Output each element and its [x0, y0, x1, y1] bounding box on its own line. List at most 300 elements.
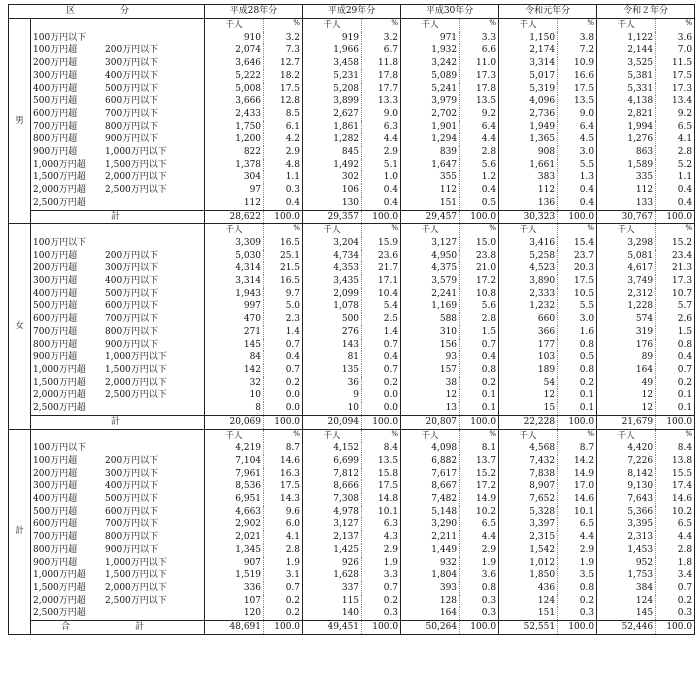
- percent-cell: 23.8: [460, 250, 499, 263]
- count-cell: 2,821: [597, 108, 656, 121]
- bracket-upper: 1,000万円以下: [105, 352, 167, 363]
- bracket-upper: 2,000万円以下: [105, 377, 167, 388]
- percent-cell: 3.2: [264, 32, 303, 45]
- percent-cell: 6.5: [460, 518, 499, 531]
- total-percent-cell: 100.0: [264, 210, 303, 224]
- percent-cell: 5.6: [460, 159, 499, 172]
- count-cell: 4,098: [401, 442, 460, 455]
- percent-cell: 3.5: [558, 569, 597, 582]
- count-cell: 177: [499, 339, 558, 352]
- percent-cell: 4.5: [558, 133, 597, 146]
- count-cell: 574: [597, 313, 656, 326]
- percent-cell: 0.7: [264, 339, 303, 352]
- bracket-lower: 1,500万円超: [33, 582, 86, 593]
- unit-percent-label: %: [362, 224, 401, 237]
- percent-cell: 13.5: [558, 95, 597, 108]
- income-bracket-label: [31, 389, 205, 402]
- income-bracket-label: [31, 262, 205, 275]
- unit-percent-label: %: [264, 19, 303, 32]
- percent-cell: 0.7: [460, 339, 499, 352]
- percent-cell: 10.7: [656, 288, 695, 301]
- bracket-lower: 300万円超: [33, 481, 78, 492]
- percent-cell: 5.4: [362, 300, 401, 313]
- bracket-lower: 600万円超: [33, 519, 78, 530]
- bracket-lower: 400万円超: [33, 494, 78, 505]
- count-cell: 2,313: [597, 531, 656, 544]
- total-percent-cell: 100.0: [460, 415, 499, 429]
- count-cell: 4,375: [401, 262, 460, 275]
- count-cell: 384: [597, 582, 656, 595]
- total-percent-cell: 100.0: [362, 621, 401, 635]
- percent-cell: 8.5: [264, 108, 303, 121]
- income-bracket-label: [31, 595, 205, 608]
- table-row: [9, 455, 695, 468]
- bracket-upper: 800万円以下: [105, 121, 159, 132]
- table-row: [9, 351, 695, 364]
- bracket-upper: 1,500万円以下: [105, 159, 167, 170]
- count-cell: 3,314: [205, 275, 264, 288]
- percent-cell: 21.7: [362, 262, 401, 275]
- table-row: [9, 146, 695, 159]
- count-cell: 12: [597, 389, 656, 402]
- count-cell: 164: [401, 607, 460, 620]
- percent-cell: 4.8: [264, 159, 303, 172]
- bracket-lower: 100万円以下: [33, 443, 87, 454]
- count-cell: 845: [303, 146, 362, 159]
- count-cell: 304: [205, 171, 264, 184]
- percent-cell: 6.0: [264, 518, 303, 531]
- income-bracket-label: [31, 288, 205, 301]
- bracket-lower: 200万円超: [33, 58, 78, 69]
- unit-count-label: 千人: [499, 224, 558, 237]
- percent-cell: 14.9: [558, 468, 597, 481]
- total-count-cell: 28,622: [205, 210, 264, 224]
- bracket-upper: 1,500万円以下: [105, 570, 167, 581]
- percent-cell: 16.5: [264, 275, 303, 288]
- count-cell: 2,137: [303, 531, 362, 544]
- total-percent-cell: 100.0: [656, 415, 695, 429]
- percent-cell: 14.2: [558, 455, 597, 468]
- bracket-lower: 500万円超: [33, 301, 78, 312]
- count-cell: 3,979: [401, 95, 460, 108]
- percent-cell: 17.5: [558, 83, 597, 96]
- count-cell: 5,222: [205, 70, 264, 83]
- count-cell: 3,525: [597, 57, 656, 70]
- percent-cell: 2.9: [558, 544, 597, 557]
- count-cell: 6,699: [303, 455, 362, 468]
- percent-cell: 0.3: [656, 607, 695, 620]
- count-cell: 7,308: [303, 493, 362, 506]
- percent-cell: 2.8: [460, 146, 499, 159]
- count-cell: 10: [205, 389, 264, 402]
- count-cell: 5,081: [597, 250, 656, 263]
- percent-cell: 0.4: [264, 197, 303, 210]
- bracket-lower: 2,500万円超: [33, 197, 86, 208]
- table-row: [9, 493, 695, 506]
- percent-cell: 1.6: [558, 326, 597, 339]
- percent-cell: 0.1: [558, 389, 597, 402]
- count-cell: 3,314: [499, 57, 558, 70]
- income-bracket-label: [31, 184, 205, 197]
- percent-cell: 13.7: [460, 455, 499, 468]
- count-cell: 7,961: [205, 468, 264, 481]
- percent-cell: 0.4: [558, 184, 597, 197]
- count-cell: 366: [499, 326, 558, 339]
- count-cell: 143: [303, 339, 362, 352]
- bracket-lower: 400万円超: [33, 83, 78, 94]
- percent-cell: 15.5: [656, 468, 695, 481]
- unit-percent-label: %: [460, 224, 499, 237]
- unit-count-label: 千人: [303, 19, 362, 32]
- percent-cell: 10.2: [460, 506, 499, 519]
- income-bracket-label: [31, 493, 205, 506]
- percent-cell: 8.7: [558, 442, 597, 455]
- count-cell: 1,078: [303, 300, 362, 313]
- year-header: 令和２年分: [597, 5, 695, 19]
- percent-cell: 15.0: [460, 237, 499, 250]
- header-row: [9, 5, 695, 19]
- count-cell: 7,838: [499, 468, 558, 481]
- count-cell: 1,425: [303, 544, 362, 557]
- percent-cell: 0.0: [264, 402, 303, 415]
- count-cell: 4,734: [303, 250, 362, 263]
- bracket-lower: 500万円超: [33, 506, 78, 517]
- percent-cell: 0.4: [460, 184, 499, 197]
- table-row: [9, 506, 695, 519]
- count-cell: 3,127: [303, 518, 362, 531]
- bracket-upper: 2,000万円以下: [105, 172, 167, 183]
- count-cell: 2,211: [401, 531, 460, 544]
- table-row: [9, 32, 695, 45]
- percent-cell: 1.4: [264, 326, 303, 339]
- count-cell: 5,231: [303, 70, 362, 83]
- table-row: [9, 480, 695, 493]
- bracket-upper: 600万円以下: [105, 96, 159, 107]
- count-cell: 4,950: [401, 250, 460, 263]
- percent-cell: 16.6: [558, 70, 597, 83]
- percent-cell: 0.1: [460, 389, 499, 402]
- total-count-cell: 22,228: [499, 415, 558, 429]
- count-cell: 1,276: [597, 133, 656, 146]
- income-bracket-label: [31, 108, 205, 121]
- percent-cell: 15.2: [656, 237, 695, 250]
- percent-cell: 1.9: [460, 557, 499, 570]
- count-cell: 4,568: [499, 442, 558, 455]
- count-cell: 157: [401, 364, 460, 377]
- count-cell: 1,200: [205, 133, 264, 146]
- bracket-lower: 500万円超: [33, 96, 78, 107]
- table-row: [9, 108, 695, 121]
- percent-cell: 1.0: [362, 171, 401, 184]
- total-percent-cell: 100.0: [558, 415, 597, 429]
- bracket-upper: 900万円以下: [105, 339, 159, 350]
- percent-cell: 6.3: [362, 121, 401, 134]
- count-cell: 142: [205, 364, 264, 377]
- percent-cell: 2.9: [264, 146, 303, 159]
- percent-cell: 13.3: [362, 95, 401, 108]
- percent-cell: 10.2: [656, 506, 695, 519]
- percent-cell: 6.5: [558, 518, 597, 531]
- percent-cell: 0.3: [264, 184, 303, 197]
- count-cell: 1,449: [401, 544, 460, 557]
- total-row: [9, 621, 695, 635]
- unit-count-label: 千人: [401, 19, 460, 32]
- count-cell: 164: [597, 364, 656, 377]
- bracket-upper: 900万円以下: [105, 544, 159, 555]
- percent-cell: 0.2: [460, 377, 499, 390]
- percent-cell: 9.2: [656, 108, 695, 121]
- table-row: [9, 184, 695, 197]
- bracket-lower: 800万円超: [33, 339, 78, 350]
- percent-cell: 14.3: [264, 493, 303, 506]
- count-cell: 112: [597, 184, 656, 197]
- percent-cell: 4.4: [362, 133, 401, 146]
- table-row: [9, 402, 695, 415]
- count-cell: 4,314: [205, 262, 264, 275]
- income-bracket-label: [31, 171, 205, 184]
- total-count-cell: 20,094: [303, 415, 362, 429]
- percent-cell: 1.9: [362, 557, 401, 570]
- percent-cell: 15.2: [460, 468, 499, 481]
- bracket-upper: 600万円以下: [105, 301, 159, 312]
- percent-cell: 14.6: [558, 493, 597, 506]
- unit-percent-label: %: [558, 429, 597, 442]
- total-count-cell: 30,323: [499, 210, 558, 224]
- total-percent-cell: 100.0: [362, 210, 401, 224]
- percent-cell: 18.2: [264, 70, 303, 83]
- count-cell: 2,627: [303, 108, 362, 121]
- count-cell: 3,290: [401, 518, 460, 531]
- count-cell: 81: [303, 351, 362, 364]
- percent-cell: 21.5: [264, 262, 303, 275]
- percent-cell: 0.7: [656, 582, 695, 595]
- percent-cell: 4.2: [264, 133, 303, 146]
- count-cell: 276: [303, 326, 362, 339]
- count-cell: 1,949: [499, 121, 558, 134]
- count-cell: 7,617: [401, 468, 460, 481]
- income-bracket-label: [31, 455, 205, 468]
- table-row: [9, 364, 695, 377]
- income-distribution-table: [8, 4, 695, 635]
- percent-cell: 0.4: [362, 351, 401, 364]
- table-row: [9, 557, 695, 570]
- unit-row: [9, 19, 695, 32]
- count-cell: 1,542: [499, 544, 558, 557]
- count-cell: 337: [303, 582, 362, 595]
- bracket-lower: 900万円超: [33, 557, 78, 568]
- count-cell: 1,994: [597, 121, 656, 134]
- count-cell: 910: [205, 32, 264, 45]
- percent-cell: 9.6: [264, 506, 303, 519]
- count-cell: 9,130: [597, 480, 656, 493]
- count-cell: 1,282: [303, 133, 362, 146]
- count-cell: 115: [303, 595, 362, 608]
- count-cell: 151: [401, 197, 460, 210]
- count-cell: 319: [597, 326, 656, 339]
- percent-cell: 0.7: [362, 582, 401, 595]
- count-cell: 1,661: [499, 159, 558, 172]
- count-cell: 112: [205, 197, 264, 210]
- table-row: [9, 389, 695, 402]
- bracket-upper: 1,000万円以下: [105, 557, 167, 568]
- unit-count-label: 千人: [205, 224, 264, 237]
- count-cell: 1,943: [205, 288, 264, 301]
- percent-cell: 2.5: [362, 313, 401, 326]
- percent-cell: 7.3: [264, 44, 303, 57]
- count-cell: 32: [205, 377, 264, 390]
- unit-count-label: 千人: [597, 429, 656, 442]
- percent-cell: 11.5: [656, 57, 695, 70]
- count-cell: 1,750: [205, 121, 264, 134]
- percent-cell: 0.1: [656, 389, 695, 402]
- unit-row-label-empty: [31, 224, 205, 237]
- count-cell: 822: [205, 146, 264, 159]
- percent-cell: 0.3: [460, 595, 499, 608]
- count-cell: 1,519: [205, 569, 264, 582]
- bracket-upper: 500万円以下: [105, 494, 159, 505]
- bracket-upper: 300万円以下: [105, 468, 159, 479]
- percent-cell: 3.6: [460, 569, 499, 582]
- table-row: [9, 197, 695, 210]
- count-cell: 1,453: [597, 544, 656, 557]
- percent-cell: 17.5: [362, 480, 401, 493]
- total-percent-cell: 100.0: [362, 415, 401, 429]
- table-row: [9, 582, 695, 595]
- unit-count-label: 千人: [499, 429, 558, 442]
- count-cell: 660: [499, 313, 558, 326]
- year-header: 令和元年分: [499, 5, 597, 19]
- percent-cell: 5.7: [656, 300, 695, 313]
- count-cell: 133: [597, 197, 656, 210]
- percent-cell: 0.4: [656, 184, 695, 197]
- percent-cell: 17.3: [656, 83, 695, 96]
- income-bracket-label: [31, 83, 205, 96]
- count-cell: 2,702: [401, 108, 460, 121]
- percent-cell: 11.8: [362, 57, 401, 70]
- percent-cell: 1.4: [362, 326, 401, 339]
- bracket-lower: 1,000万円超: [33, 159, 86, 170]
- percent-cell: 3.1: [264, 569, 303, 582]
- count-cell: 7,812: [303, 468, 362, 481]
- count-cell: 1,647: [401, 159, 460, 172]
- count-cell: 3,749: [597, 275, 656, 288]
- count-cell: 4,523: [499, 262, 558, 275]
- percent-cell: 3.3: [362, 569, 401, 582]
- count-cell: 952: [597, 557, 656, 570]
- count-cell: 2,241: [401, 288, 460, 301]
- count-cell: 10: [303, 402, 362, 415]
- percent-cell: 17.3: [656, 275, 695, 288]
- count-cell: 5,017: [499, 70, 558, 83]
- count-cell: 1,753: [597, 569, 656, 582]
- group-label: 女: [9, 224, 31, 429]
- unit-count-label: 千人: [303, 224, 362, 237]
- total-count-cell: 21,679: [597, 415, 656, 429]
- percent-cell: 21.3: [656, 262, 695, 275]
- bracket-lower: 200万円超: [33, 263, 78, 274]
- percent-cell: 13.5: [362, 455, 401, 468]
- income-bracket-label: [31, 468, 205, 481]
- total-percent-cell: 100.0: [656, 210, 695, 224]
- percent-cell: 0.3: [460, 607, 499, 620]
- year-header: 平成30年分: [401, 5, 499, 19]
- percent-cell: 0.1: [656, 402, 695, 415]
- bracket-lower: 100万円超: [33, 45, 78, 56]
- unit-percent-label: %: [656, 19, 695, 32]
- count-cell: 5,241: [401, 83, 460, 96]
- count-cell: 1,228: [597, 300, 656, 313]
- percent-cell: 1.1: [264, 171, 303, 184]
- count-cell: 12: [401, 389, 460, 402]
- percent-cell: 5.2: [656, 159, 695, 172]
- total-percent-cell: 100.0: [264, 415, 303, 429]
- percent-cell: 0.2: [362, 595, 401, 608]
- table-row: [9, 171, 695, 184]
- percent-cell: 8.7: [264, 442, 303, 455]
- count-cell: 9: [303, 389, 362, 402]
- count-cell: 336: [205, 582, 264, 595]
- percent-cell: 15.4: [558, 237, 597, 250]
- bracket-lower: 700万円超: [33, 121, 78, 132]
- income-bracket-label: [31, 582, 205, 595]
- count-cell: 5,381: [597, 70, 656, 83]
- count-cell: 8,667: [401, 480, 460, 493]
- table-row: [9, 83, 695, 96]
- income-bracket-label: [31, 339, 205, 352]
- percent-cell: 25.1: [264, 250, 303, 263]
- percent-cell: 7.0: [656, 44, 695, 57]
- year-header: 平成28年分: [205, 5, 303, 19]
- count-cell: 3,309: [205, 237, 264, 250]
- total-count-cell: 50,264: [401, 621, 460, 635]
- count-cell: 1,012: [499, 557, 558, 570]
- percent-cell: 13.5: [460, 95, 499, 108]
- count-cell: 15: [499, 402, 558, 415]
- percent-cell: 21.0: [460, 262, 499, 275]
- bracket-lower: 800万円超: [33, 544, 78, 555]
- count-cell: 93: [401, 351, 460, 364]
- count-cell: 145: [205, 339, 264, 352]
- percent-cell: 4.1: [264, 531, 303, 544]
- percent-cell: 23.7: [558, 250, 597, 263]
- count-cell: 3,397: [499, 518, 558, 531]
- count-cell: 128: [401, 595, 460, 608]
- percent-cell: 6.4: [558, 121, 597, 134]
- percent-cell: 10.4: [362, 288, 401, 301]
- bracket-lower: 2,000万円超: [33, 185, 86, 196]
- percent-cell: 0.8: [460, 364, 499, 377]
- count-cell: 107: [205, 595, 264, 608]
- count-cell: 1,932: [401, 44, 460, 57]
- count-cell: 335: [597, 171, 656, 184]
- unit-count-label: 千人: [597, 224, 656, 237]
- count-cell: 8,536: [205, 480, 264, 493]
- income-bracket-label: [31, 313, 205, 326]
- group-label: 計: [9, 429, 31, 634]
- count-cell: 1,589: [597, 159, 656, 172]
- percent-cell: 17.5: [656, 70, 695, 83]
- percent-cell: 1.8: [656, 557, 695, 570]
- table-row: [9, 468, 695, 481]
- percent-cell: 0.2: [362, 377, 401, 390]
- income-bracket-label: [31, 377, 205, 390]
- table-row: [9, 569, 695, 582]
- table-row: [9, 121, 695, 134]
- count-cell: 4,353: [303, 262, 362, 275]
- count-cell: 124: [499, 595, 558, 608]
- count-cell: 1,850: [499, 569, 558, 582]
- bracket-lower: 400万円超: [33, 288, 78, 299]
